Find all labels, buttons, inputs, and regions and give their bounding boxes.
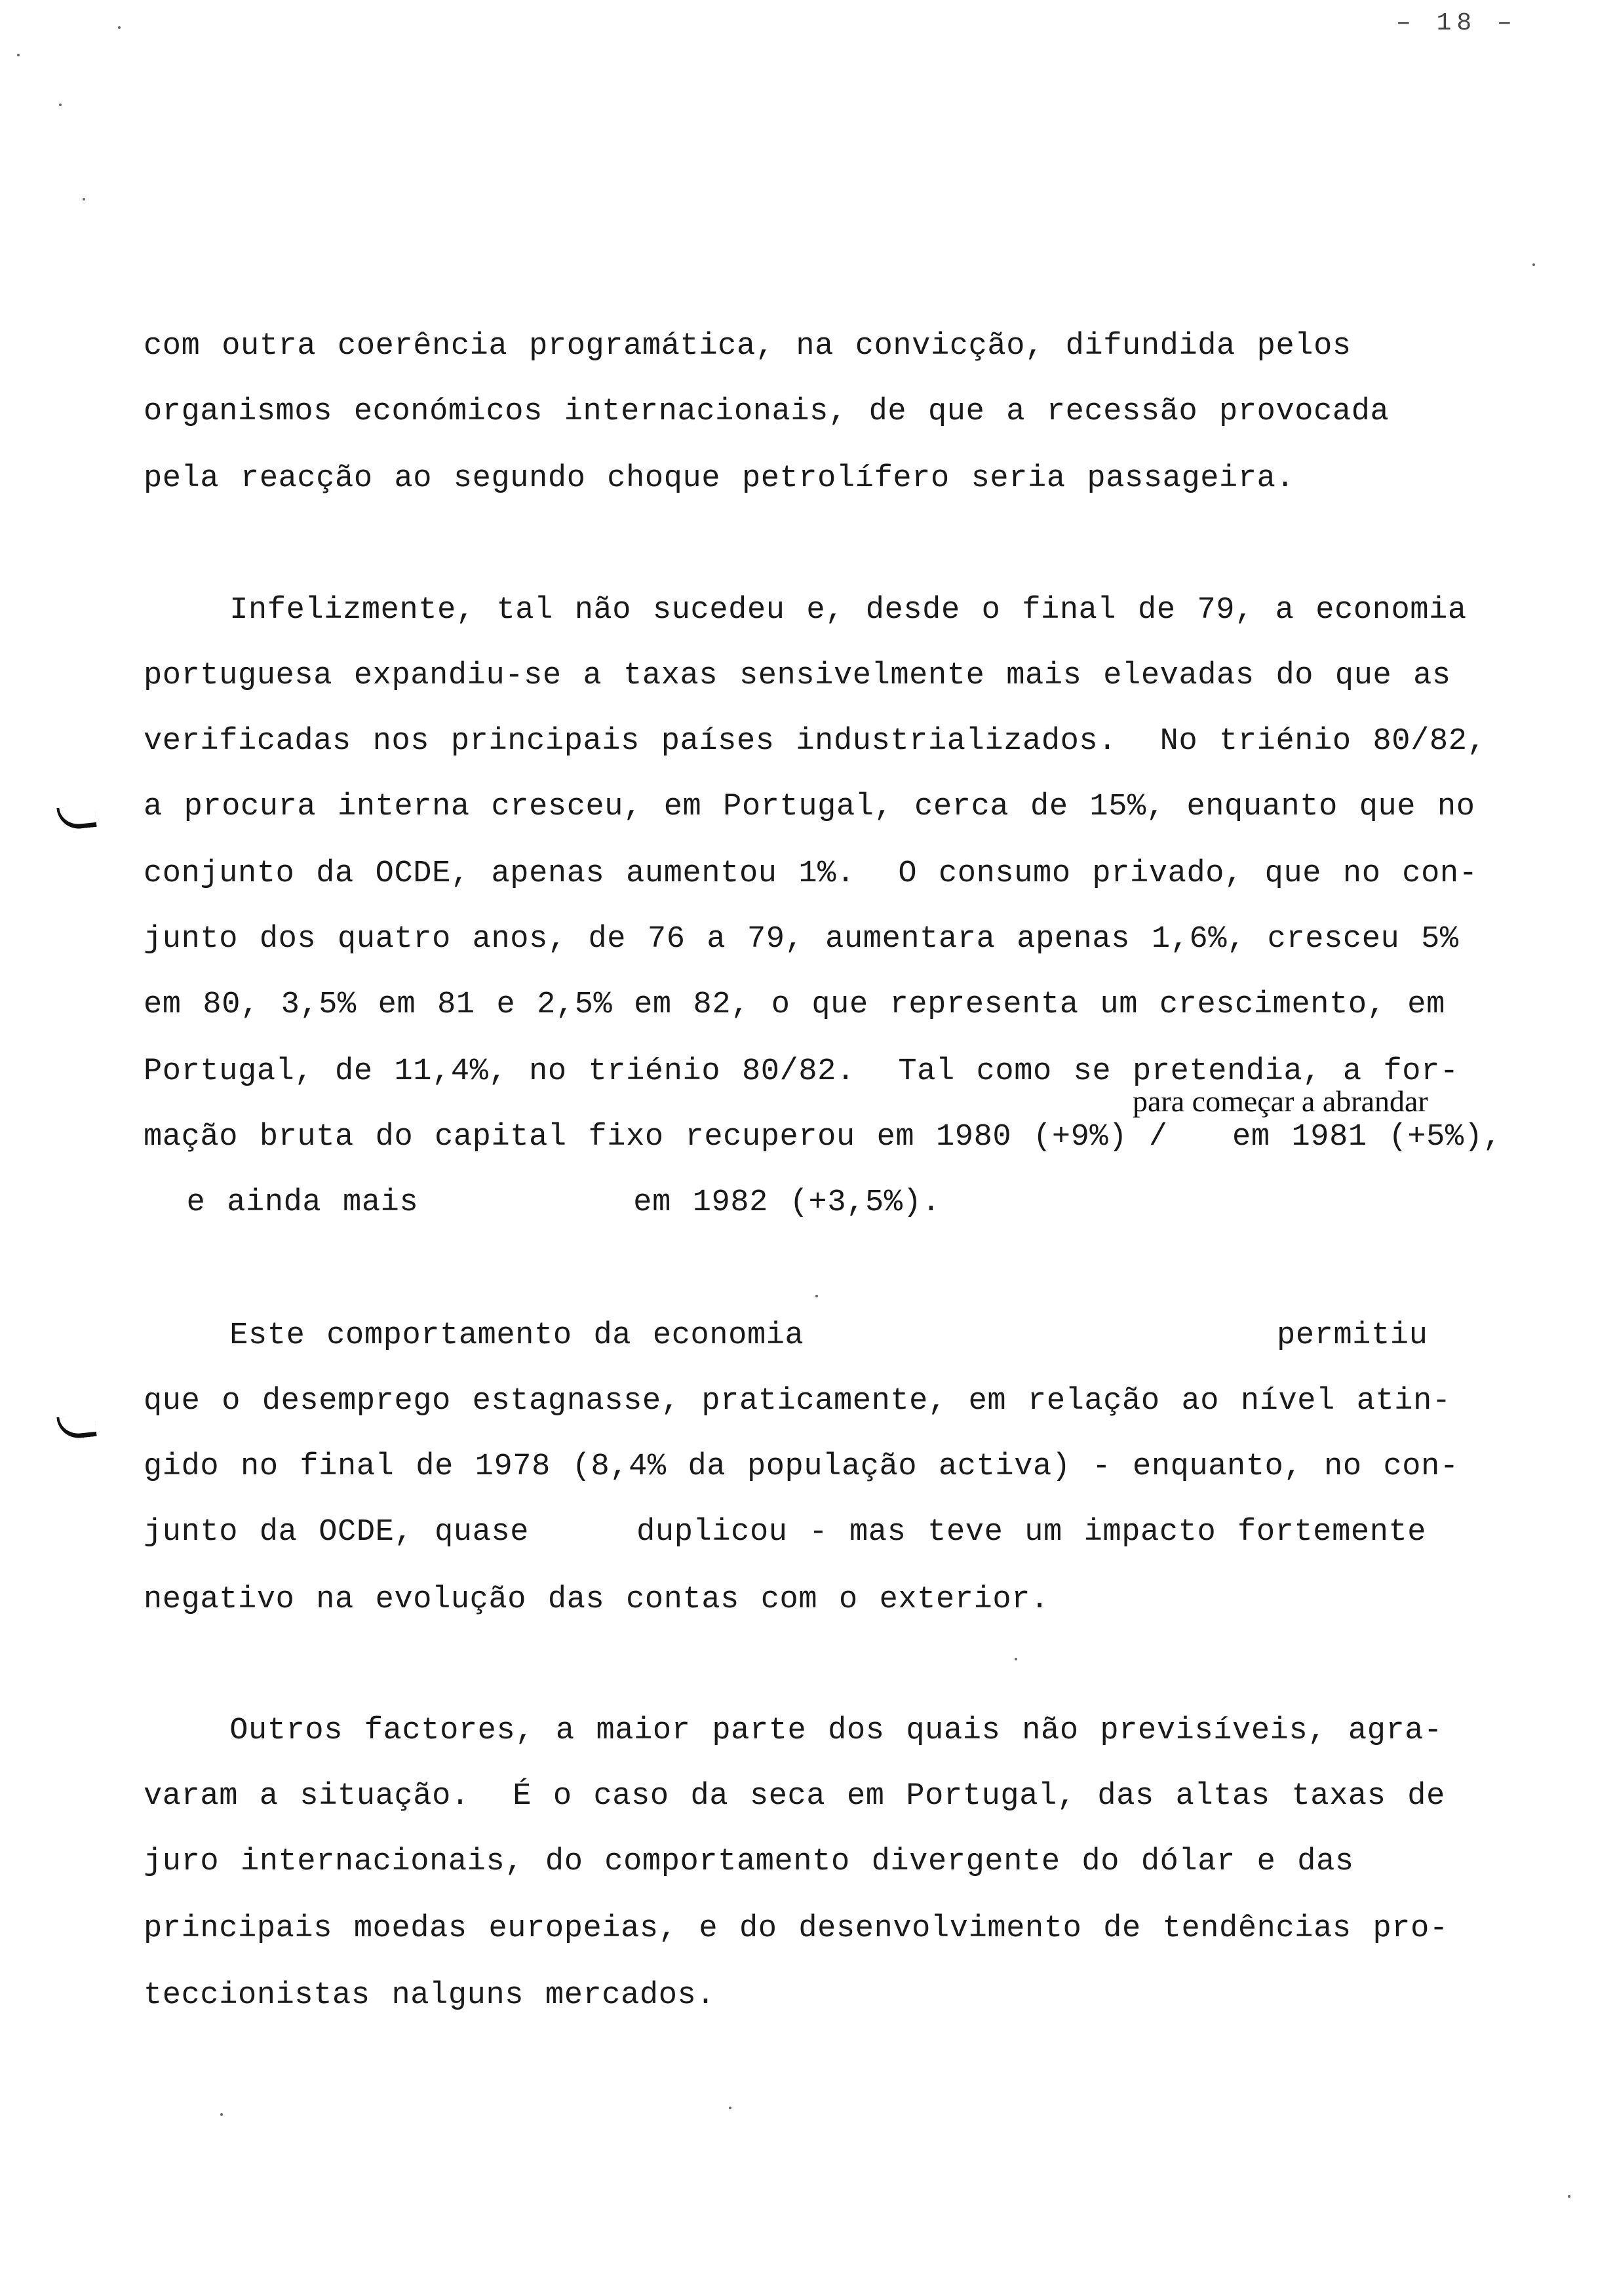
scan-speck	[1015, 1658, 1017, 1660]
text-line: juro internacionais, do comportamento divergente do dólar e das	[144, 1845, 1354, 1879]
text-line: pela reacção ao segundo choque petrolífero seria passageira.	[144, 461, 1295, 496]
text-line: varam a situação. É o caso da seca em Portugal, das altas taxas de	[144, 1779, 1445, 1814]
scan-speck	[17, 54, 20, 56]
text-line: que o desemprego estagnasse, praticamente, em relação ao nível atin-	[144, 1384, 1451, 1419]
page-number: – 18 –	[1396, 9, 1517, 37]
text-line: junto da OCDE, quase duplicou - mas teve um impacto fortemente	[144, 1515, 1427, 1550]
text-line: Infelizmente, tal não sucedeu e, desde o final de 79, a economia	[144, 593, 1467, 628]
scan-speck	[1532, 263, 1535, 266]
text-line: Portugal, de 11,4%, no triénio 80/82. Tal como se pretendia, a for-	[144, 1054, 1459, 1089]
margin-check-mark	[56, 1413, 96, 1440]
text-line: verificadas nos principais países industrializados. No triénio 80/82,	[144, 724, 1487, 759]
text-line: organismos económicos internacionais, de que a recessão provocada	[144, 394, 1390, 429]
scan-speck	[815, 1295, 818, 1297]
scan-speck	[729, 2107, 731, 2109]
text-line: junto dos quatro anos, de 76 a 79, aumentara apenas 1,6%, cresceu 5%	[144, 922, 1459, 957]
text-line: gido no final de 1978 (8,4% da população activa) - enquanto, no con-	[144, 1449, 1459, 1484]
scan-speck	[59, 104, 62, 106]
text-line: negativo na evolução das contas com o exterior.	[144, 1582, 1049, 1617]
scan-speck	[118, 26, 121, 29]
handwritten-insertion: para começar a abrandar	[1133, 1084, 1428, 1118]
text-line: em 80, 3,5% em 81 e 2,5% em 82, o que representa um crescimento, em	[144, 987, 1445, 1022]
text-line: Outros factores, a maior parte dos quais não previsíveis, agra-	[144, 1713, 1443, 1748]
scan-speck	[83, 198, 85, 201]
text-line: Este comportamento da economia permitiu	[144, 1318, 1428, 1353]
scan-speck	[1568, 2195, 1570, 2198]
text-line: mação bruta do capital fixo recuperou em 1980 (+9%) / em 1981 (+5%),	[144, 1120, 1502, 1155]
text-line: conjunto da OCDE, apenas aumentou 1%. O consumo privado, que no con-	[144, 856, 1478, 891]
text-line: com outra coerência programática, na convicção, difundida pelos	[144, 329, 1352, 364]
text-line: portuguesa expandiu-se a taxas sensivelmente mais elevadas do que as	[144, 659, 1451, 693]
margin-check-mark	[56, 804, 96, 831]
text-line: teccionistas nalguns mercados.	[144, 1978, 716, 2013]
text-line: a procura interna cresceu, em Portugal, cerca de 15%, enquanto que no	[144, 790, 1475, 824]
text-line: e ainda mais em 1982 (+3,5%).	[144, 1185, 941, 1220]
scan-speck	[220, 2113, 223, 2116]
text-line: principais moedas europeias, e do desenvolvimento de tendências pro-	[144, 1911, 1449, 1946]
